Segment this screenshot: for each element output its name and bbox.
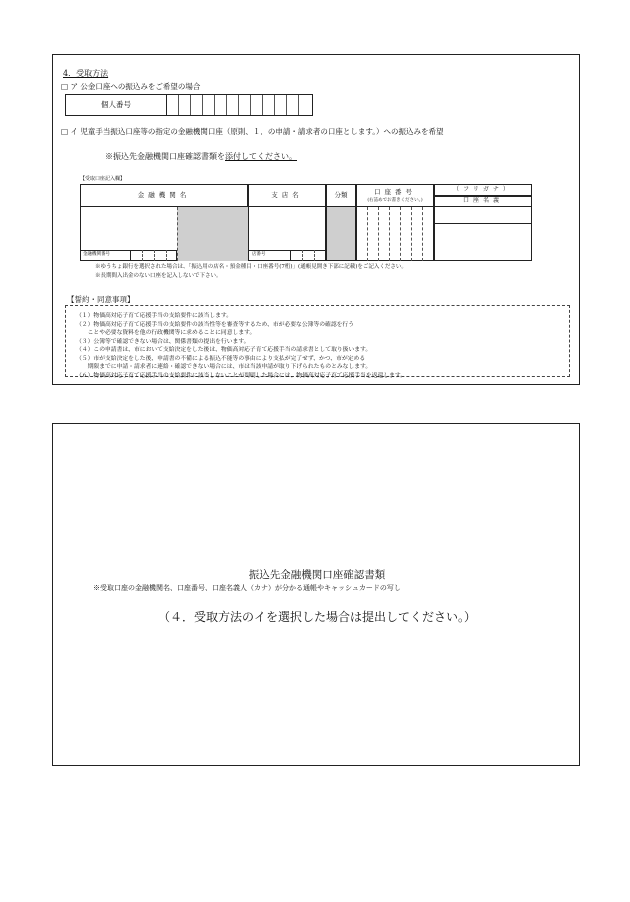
yucho-note: ※ゆうちょ銀行を選択された場合は、「振込用の店名・預金種目・口座番号(7桁)」(通帳見開き下部に記載)をご記入ください。	[95, 264, 407, 270]
dormant-note: ※長期間入出金のない口座を記入しないで下さい。	[95, 273, 222, 279]
kojin-number-label: 個人番号	[66, 95, 167, 115]
agreement-line: ことや必要な資料を他の行政機関等に求めることに同意します。	[76, 330, 256, 336]
agreement-line: （４）この申請書は、市において支給決定をした後は、物価高対応子育て応援手当の請求書として取り扱います。	[76, 347, 372, 353]
account-table	[80, 184, 532, 261]
bank-header: 金融機関名	[137, 191, 191, 199]
agreement-line: （５）市が支給決定をした後、申請書の不備による振込不能等の事由により支払が完了せず、かつ、市が定める	[76, 355, 366, 362]
account-header-label: 【受取口座記入欄】	[80, 176, 126, 182]
option-i-label: イ 児童手当振込口座等の指定の金融機関口座（原則、１．の申請・請求者の口座とします。）への振込みを希望	[70, 127, 444, 136]
attach-note-underlined: 添付してください。	[225, 152, 297, 161]
holder-header: 口座名義	[462, 197, 503, 204]
furigana-header: （フリガナ）	[453, 186, 513, 193]
option-a-row	[61, 83, 200, 91]
agreement-line: （１）物価高対応子育て応援手当の支給要件に該当します。	[76, 313, 233, 319]
option-i-checkbox[interactable]: □	[61, 127, 69, 136]
agreement-box	[65, 305, 570, 377]
agreement-line: 期限までに申請・請求者に連絡・確認できない場合には、市は当該申請が取り下げられたものとみなします。	[76, 364, 372, 370]
attach-note	[105, 153, 297, 161]
kojin-number-field[interactable]	[65, 94, 313, 116]
type-header: 分類	[334, 191, 348, 199]
attachment-instruction: （４．受取方法のイを選択した場合は提出してください。）	[157, 610, 476, 624]
agreement-line: （６）物価高対応子育て応援手当の支給要件に該当しないことが判明した場合には、物価高対応子育て応援手当を返還します。	[76, 372, 406, 379]
agreement-title: 【誓約・同意事項】	[67, 295, 135, 304]
attachment-paste-area	[52, 423, 580, 766]
branch-header: 支店名	[271, 191, 303, 199]
agreement-line: （３）公簿等で確認できない場合は、関係書類の提出を行います。	[76, 338, 250, 345]
option-i-row	[61, 128, 444, 136]
attachment-title: 振込先金融機関口座確認書類	[248, 569, 386, 581]
agreement-line: （２）物価高対応子育て応援手当の支給要件の該当性等を審査等するため、市が必要な公簿等の確認を行う	[76, 321, 355, 328]
number-header: 口座番号	[374, 188, 416, 196]
branch-code-label: 店番号	[252, 252, 266, 257]
attachment-subtitle: ※受取口座の金融機関名、口座番号、口座名義人（カナ）が分かる通帳やキャッシュカードの写し	[93, 584, 401, 592]
number-note: (右詰めでお書きください。)	[367, 198, 423, 203]
attach-note-prefix: ※振込先金融機関口座確認書類を	[105, 152, 225, 161]
section-title: 4．受取方法	[63, 69, 109, 78]
bank-code-label: 金融機関番号	[83, 252, 110, 257]
receipt-method-section	[52, 54, 580, 385]
option-a-checkbox[interactable]: □	[61, 82, 69, 91]
option-a-label: ア 公金口座への振込みをご希望の場合	[70, 82, 201, 91]
